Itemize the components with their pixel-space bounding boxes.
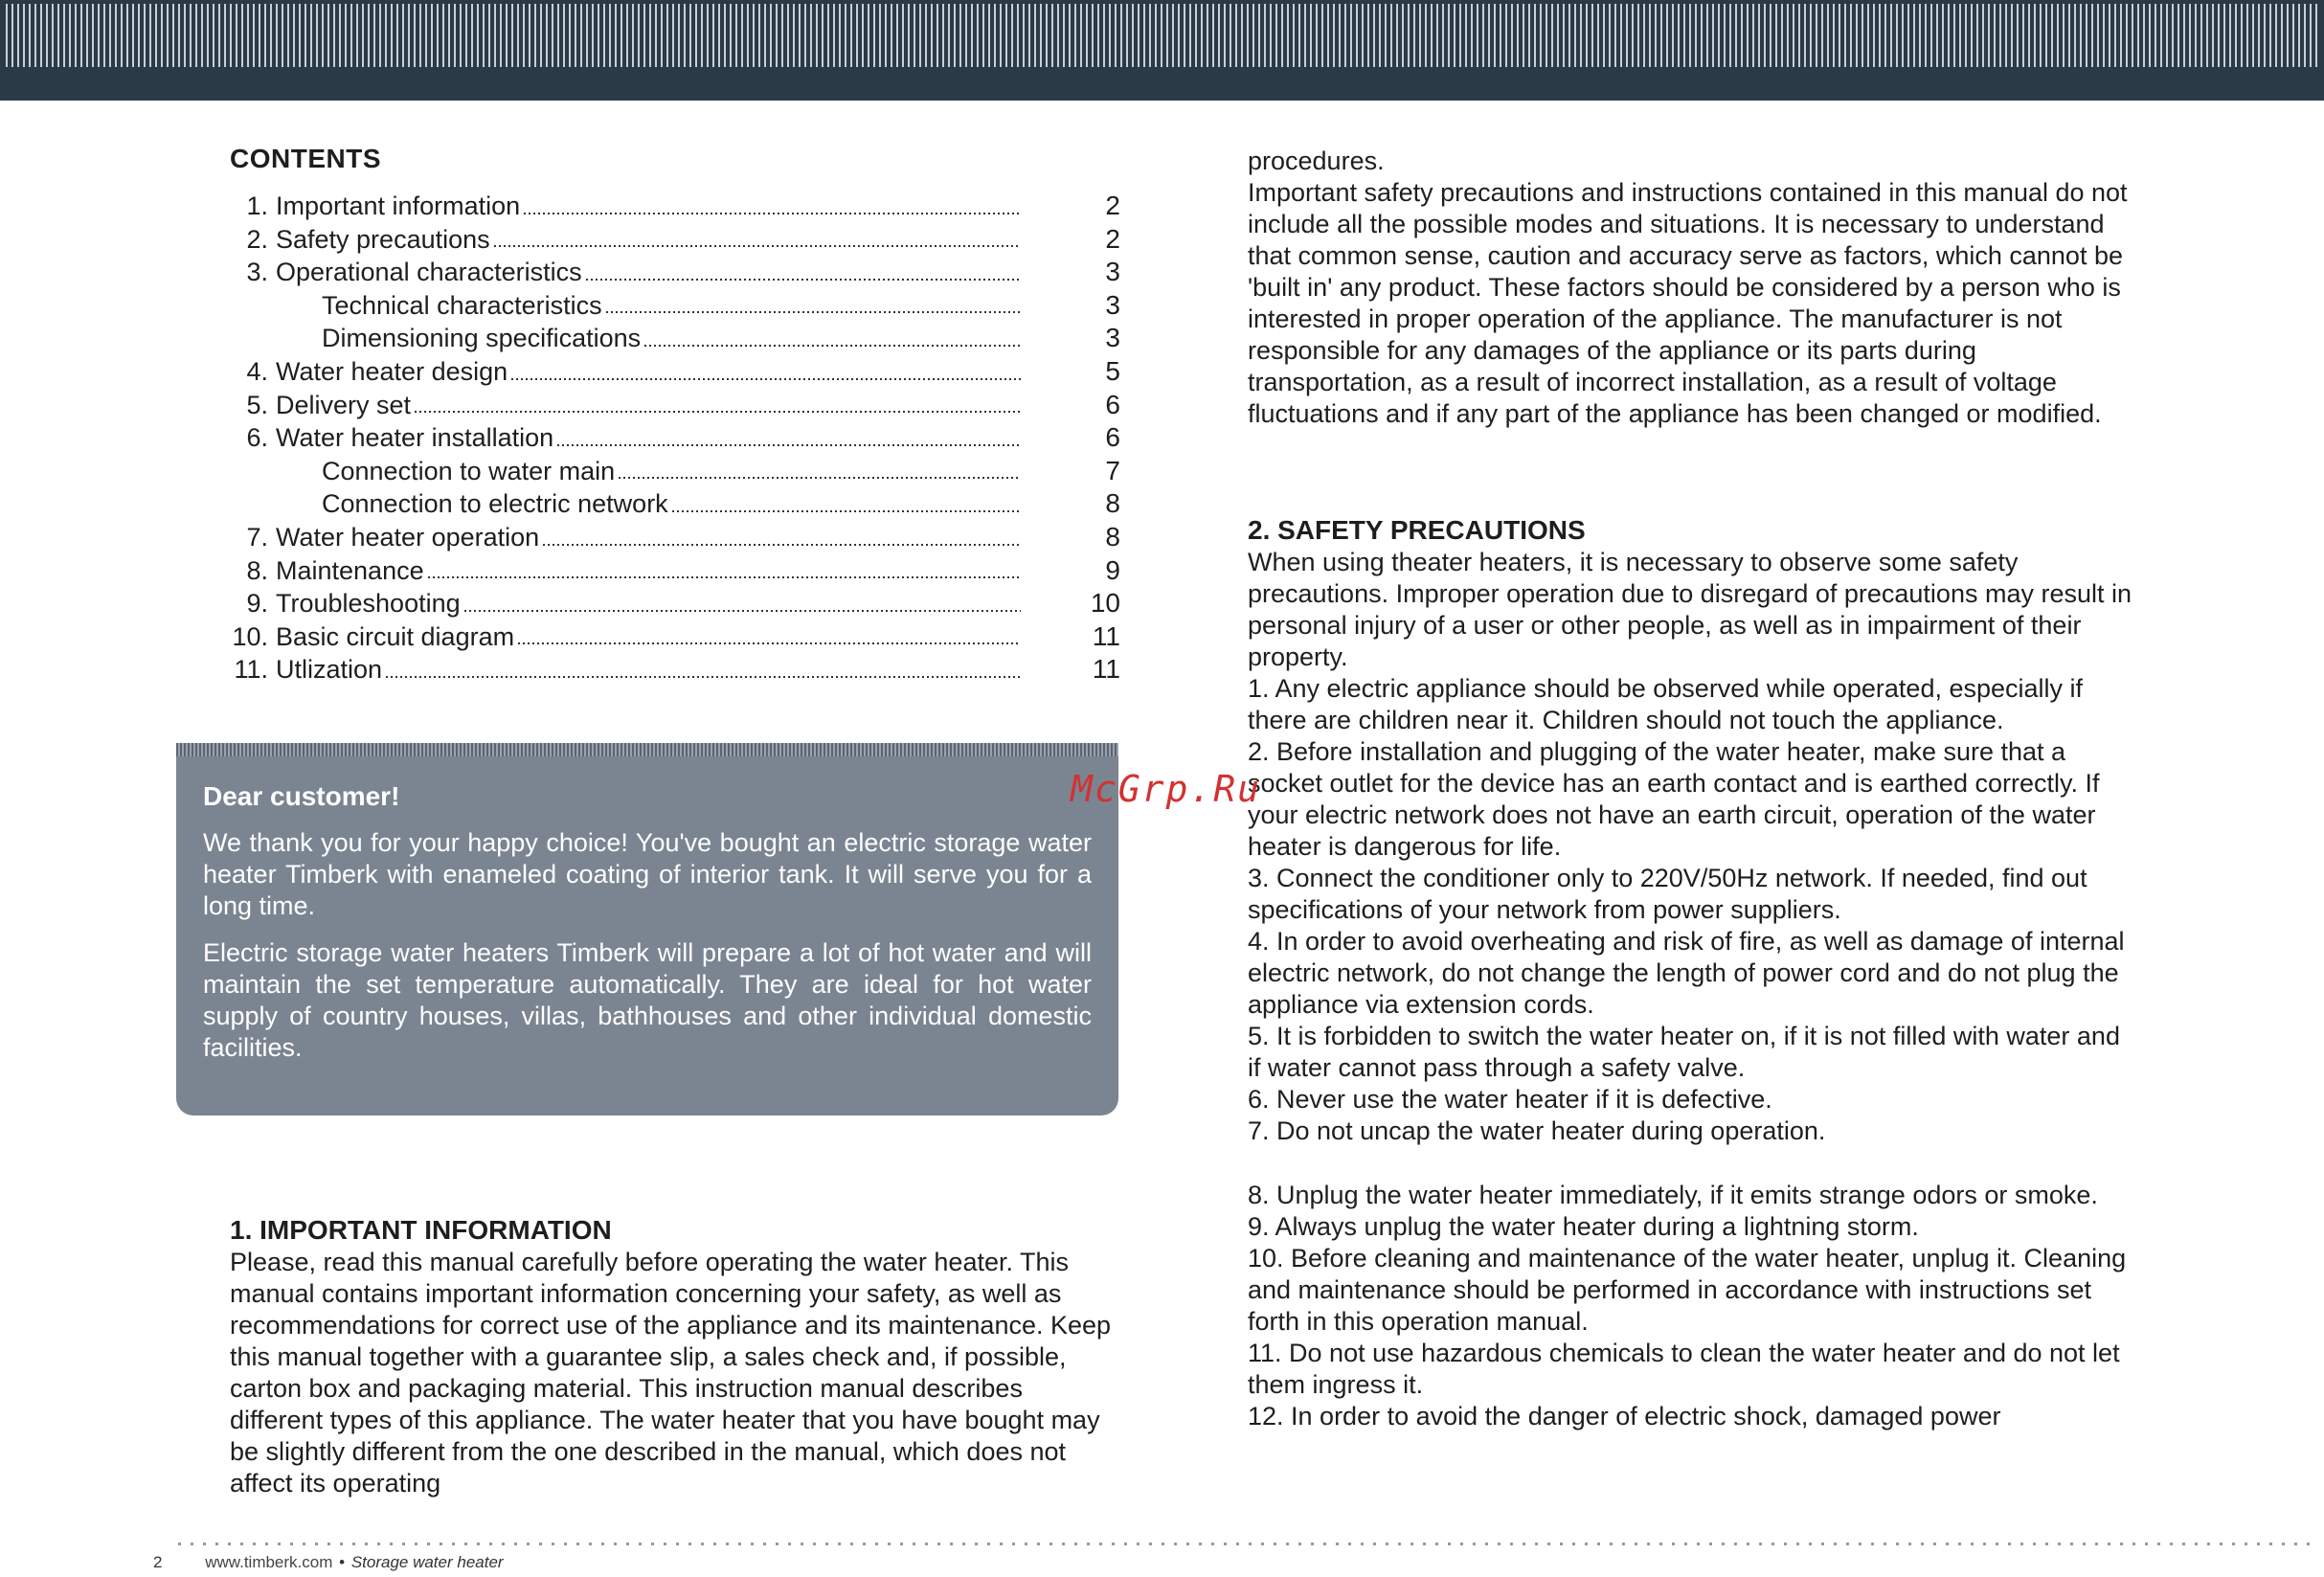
contents-item-page: 2 [1105,223,1120,254]
contents-leader-dots [464,610,1021,612]
contents-section [230,144,1120,687]
contents-title: CONTENTS [230,144,381,173]
contents-item-number: 4. [246,356,268,386]
contents-leader-dots [494,245,1021,247]
contents-leader-dots [672,510,1021,512]
contents-leader-dots [557,444,1021,446]
safety-item-7: 7. Do not uncap the water heater during operation. [1248,1116,1826,1145]
contents-item-label: Technical characteristics [322,290,602,320]
contents-item-page: 3 [1105,257,1120,287]
important-title: 1. IMPORTANT INFORMATION [230,1215,612,1245]
dear-customer-box [176,743,1118,1115]
continued-text-1: procedures. [1248,146,1385,175]
contents-item-label: Operational characteristics [276,258,582,287]
item-gap [1248,1147,2138,1180]
contents-leader-dots [511,378,1021,380]
contents-item-number: 6. [246,423,268,453]
watermark-text: McGrp.Ru [1071,768,1262,810]
footer-tagline: Storage water heater [350,1553,504,1571]
contents-item-label: Water heater installation [276,423,554,453]
contents-leader-dots [619,477,1021,479]
contents-item-page: 3 [1105,323,1120,353]
contents-leader-dots [415,411,1021,413]
contents-item-page: 10 [1090,588,1120,619]
contents-item-number: 8. [246,555,268,585]
important-text: Please, read this manual carefully before operating the water heater. This manual contains important information concerning your safety, as well as recommendations for correct use of the appliance and its maintenance. Keep this manual together with a guarantee slip, a sales check and, if possible, carton box and packaging material. This instruction manual describes different types of this appliance. The water heater that you have bought may be slightly different from the one described in the manual, which does not affect its operating [230,1248,1112,1498]
contents-item[interactable] [230,421,1120,455]
contents-item[interactable] [230,322,1120,355]
contents-leader-dots [518,642,1021,644]
contents-item-page: 6 [1105,422,1120,453]
contents-item-number: 9. [246,589,268,619]
safety-item-5: 5. It is forbidden to switch the water heater on, if it is not filled with water and if water cannot pass through a safety valve. [1248,1022,2120,1082]
contents-item-page: 8 [1105,488,1120,519]
contents-item-label: Water heater operation [276,522,540,552]
contents-item[interactable] [230,554,1120,588]
customer-title: Dear customer! [203,781,400,811]
contents-item-number: 5. [246,390,268,419]
safety-item-4: 4. In order to avoid overheating and risk of fire, as well as damage of internal electric network, do not change the length of power cord and do not plug the appliance via extension cords. [1248,927,2125,1019]
contents-item-label: Connection to electric network [322,489,668,519]
contents-item-number: 11. [234,655,268,685]
contents-item[interactable] [230,355,1120,389]
contents-item-number: 1. [246,191,268,220]
safety-item-11: 11. Do not use hazardous chemicals to clean the water heater and do not let them ingress it. [1248,1339,2120,1399]
contents-list [230,190,1120,687]
contents-item-label: Water heater design [276,356,508,386]
contents-item-page: 11 [1092,620,1120,651]
contents-item[interactable] [230,487,1120,521]
safety-item-8: 8. Unplug the water heater immediately, if it emits strange odors or smoke. [1248,1181,2098,1209]
contents-item-page: 2 [1105,191,1120,220]
safety-title: 2. SAFETY PRECAUTIONS [1248,515,1586,545]
safety-item-9: 9. Always unplug the water heater during a lightning storm. [1248,1212,1919,1241]
customer-box-content [203,781,1092,1079]
contents-item-page: 5 [1105,355,1120,386]
safety-intro: When using theater heaters, it is necessary to observe some safety precautions. Improper operation due to disregard of precautions may result in personal injury of a user or other people, as well as in impairment of their property. [1248,548,2132,671]
contents-item[interactable] [230,587,1120,620]
contents-item-page: 7 [1105,455,1120,485]
contents-item[interactable] [230,223,1120,257]
contents-item[interactable] [230,455,1120,488]
contents-item-label: Troubleshooting [276,589,461,619]
contents-leader-dots [586,279,1021,281]
contents-item[interactable] [230,653,1120,687]
contents-leader-dots [386,676,1021,678]
contents-item[interactable] [230,289,1120,323]
footer-separator: • [339,1553,346,1571]
contents-item-label: Connection to water main [322,456,616,485]
customer-paragraph-2: Electric storage water heaters Timberk will prepare a lot of hot water and will maintain the set temperature automatically. They are ideal for hot water supply of country houses, villas, bathhouses and other individual domestic facilities. [203,938,1092,1062]
safety-item-12: 12. In order to avoid the danger of electric shock, damaged power [1248,1402,2001,1431]
contents-item-label: Dimensioning specifications [322,324,642,353]
contents-item-page: 11 [1092,654,1120,685]
safety-item-6: 6. Never use the water heater if it is defective. [1248,1085,1772,1114]
safety-item-2: 2. Before installation and plugging of the water heater, make sure that a socket outlet for the device has an earth contact and is earthed correctly. If your electric network does not have an earth circuit, operation of the water heater is dangerous for life. [1248,737,2100,861]
contents-item-label: Delivery set [276,390,412,419]
contents-item[interactable] [230,521,1120,554]
top-header-band [0,0,2324,101]
contents-item-label: Basic circuit diagram [276,621,515,651]
contents-item-page: 3 [1105,289,1120,320]
header-stripe-pattern [6,4,2318,67]
right-column [1248,146,2138,1432]
footer-dotted-rule [178,1543,2313,1545]
customer-paragraph-1: We thank you for your happy choice! You've bought an electric storage water heater Timberk with enameled coating of interior tank. It will serve you for a long time. [203,828,1092,920]
customer-box-stripes [176,743,1118,756]
contents-item-label: Utlization [276,655,383,685]
important-information-section [230,1214,1120,1499]
contents-item[interactable] [230,190,1120,223]
page-number: 2 [153,1553,163,1571]
contents-item[interactable] [230,620,1120,654]
contents-item-number: 7. [246,522,268,552]
contents-item-number: 2. [246,224,268,254]
contents-leader-dots [644,345,1021,347]
safety-item-1: 1. Any electric appliance should be observed while operated, especially if there are children near it. Children should not touch the appliance. [1248,674,2084,734]
contents-item-page: 9 [1105,554,1120,585]
contents-item-page: 6 [1105,389,1120,419]
section-gap [1248,430,2138,514]
contents-item-label: Important information [276,191,521,220]
contents-item-label: Maintenance [276,555,424,585]
safety-item-3: 3. Connect the conditioner only to 220V/50Hz network. If needed, find out specifications of your network from power suppliers. [1248,864,2087,924]
contents-leader-dots [524,213,1021,214]
footer-website-link[interactable]: www.timberk.com [205,1553,333,1571]
contents-item-number: 10. [232,621,268,651]
contents-leader-dots [428,576,1021,578]
contents-item-number: 3. [246,258,268,287]
safety-item-10: 10. Before cleaning and maintenance of the water heater, unplug it. Cleaning and maintenance should be performed in accordance with instructions set forth in this operation manual. [1248,1244,2127,1336]
contents-item[interactable] [230,389,1120,422]
continued-text-2: Important safety precautions and instructions contained in this manual do not include all the possible modes and situations. It is necessary to understand that common sense, caution and accuracy serve as factors, which cannot be 'built in' any product. These factors should be considered by a person who is interested in proper operation of the appliance. The manufacturer is not responsible for any damages of the appliance or its parts during transportation, as a result of incorrect installation, as a result of voltage fluctuations and if any part of the appliance has been changed or modified. [1248,178,2128,428]
contents-item-label: Safety precautions [276,224,490,254]
contents-item[interactable] [230,256,1120,289]
contents-leader-dots [543,544,1021,546]
page-footer [153,1553,504,1572]
contents-leader-dots [606,311,1021,313]
contents-item-page: 8 [1105,521,1120,552]
